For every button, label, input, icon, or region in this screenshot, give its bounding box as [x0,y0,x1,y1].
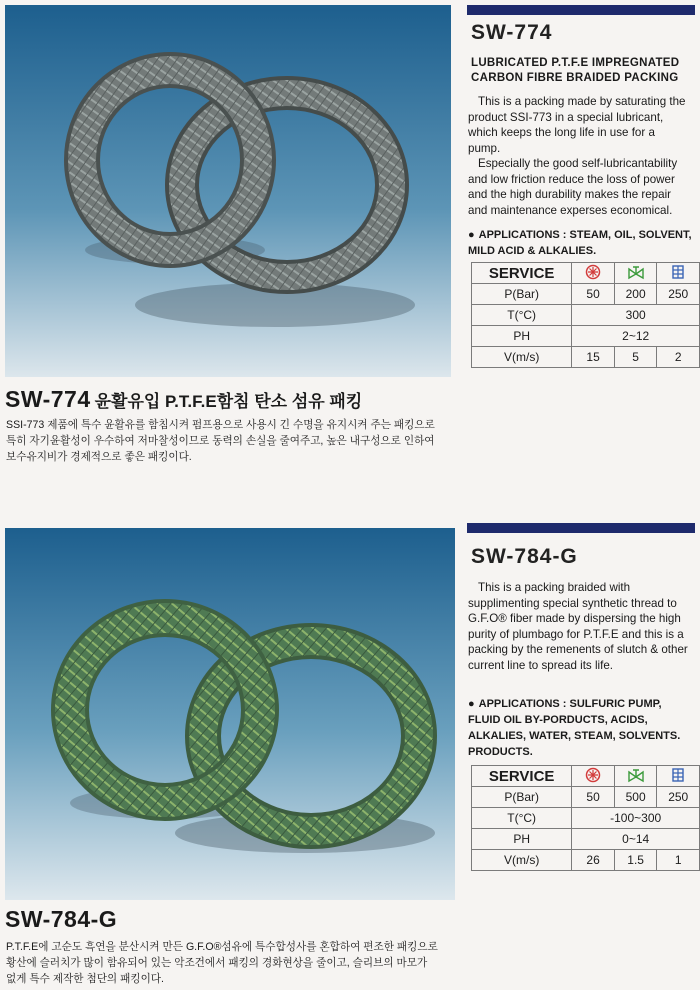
product-description: This is a packing made by saturating the product SSI-773 in a special lubricant, which keeps the long life in use for a pump. [468,95,686,155]
row-label: P(Bar) [472,284,572,305]
table-cell: 50 [572,787,615,808]
subtitle-line: LUBRICATED P.T.F.E IMPREGNATED [471,57,680,69]
row-label: V(m/s) [472,850,572,871]
service-header: SERVICE [472,263,572,284]
table-cell: 1.5 [614,850,657,871]
pump-icon [585,264,601,283]
product-code: SW-784-G [471,545,578,568]
bullet-icon: ● [468,229,475,241]
table-cell: 250 [657,787,700,808]
korean-description [6,417,435,465]
korean-desc-line: 없게 특수 제작한 첨단의 패킹이다. [6,973,164,985]
header-bar [467,5,695,15]
row-label: PH [472,326,572,347]
product-description: This is a packing braided with supplimenting special synthetic thread to G.F.O® fiber made by dispersing the high purity of plumbago for P.T.F.E and this is a packing by the remenents of slutch & other current line to spread its life. [468,581,688,672]
korean-desc-line: 황산에 슬러치가 많이 함유되어 있는 악조건에서 패킹의 경화현상을 줄이고, 슬리브의 마모가 [6,957,428,969]
product-code: SW-774 [471,21,553,44]
table-cell: 1 [657,850,700,871]
table-cell: 5 [614,347,657,368]
korean-product-code: SW-784-G [5,906,118,932]
row-label: V(m/s) [472,347,572,368]
header-bar [467,523,695,533]
korean-product-title: 윤활유입 P.T.F.E함침 탄소 섬유 패킹 [94,392,363,411]
valve-icon [627,767,645,786]
product-subtitle [471,56,696,86]
table-cell: 500 [614,787,657,808]
korean-desc-line: SSI-773 제품에 특수 윤활유를 함침시켜 펌프용으로 사용시 긴 수명을 유지시켜 주는 패킹으로 [6,419,435,431]
subtitle-line: CARBON FIBRE BRAIDED PACKING [471,72,679,84]
table-cell: -100~300 [572,808,700,829]
table-cell: 2~12 [572,326,700,347]
applications [468,696,693,760]
row-label: T(°C) [472,305,572,326]
applications-text: APPLICATIONS : SULFURIC PUMP, FLUID OIL BY-PORDUCTS, ACIDS, ALKALIES, WATER, STEAM, SOLVENTS. PRODUCTS. [468,698,681,758]
table-cell: 300 [572,305,700,326]
korean-desc-line: 특히 자기윤활성이 우수하여 저마찰성이므로 동력의 손실을 줄여주고, 높은 내구성으로 인하여 [6,435,435,447]
table-cell: 250 [657,284,700,305]
service-table [471,765,700,871]
table-cell: 200 [614,284,657,305]
product-photo-sw784g [5,528,455,900]
row-label: PH [472,829,572,850]
korean-product-code: SW-774 [5,386,91,412]
korean-description [6,939,438,987]
row-label: P(Bar) [472,787,572,808]
applications [468,227,693,259]
pump-icon [585,767,601,786]
mixer-icon [670,767,686,786]
row-label: T(°C) [472,808,572,829]
table-cell: 26 [572,850,615,871]
korean-heading [5,386,362,413]
service-header: SERVICE [472,766,572,787]
mixer-icon [670,264,686,283]
service-table [471,262,700,368]
korean-desc-line: P.T.F.E에 고순도 흑연을 분산시켜 만든 G.F.O®섬유에 특수합성사를 혼합하여 편조한 패킹으로 [6,941,438,953]
table-cell: 0~14 [572,829,700,850]
table-cell: 2 [657,347,700,368]
bullet-icon: ● [468,698,475,710]
korean-heading [5,906,117,933]
product-photo-sw774 [5,5,451,377]
applications-text: APPLICATIONS : STEAM, OIL, SOLVENT, MILD ACID & ALKALIES. [468,229,692,257]
korean-desc-line: 보수유지비가 경제적으로 좋은 패킹이다. [6,451,192,463]
valve-icon [627,264,645,283]
table-cell: 50 [572,284,615,305]
table-cell: 15 [572,347,615,368]
product-description: Especially the good self-lubricantability and low friction reduce the loss of power and the high durability makes the repair and maintenance experses economical. [468,157,678,217]
